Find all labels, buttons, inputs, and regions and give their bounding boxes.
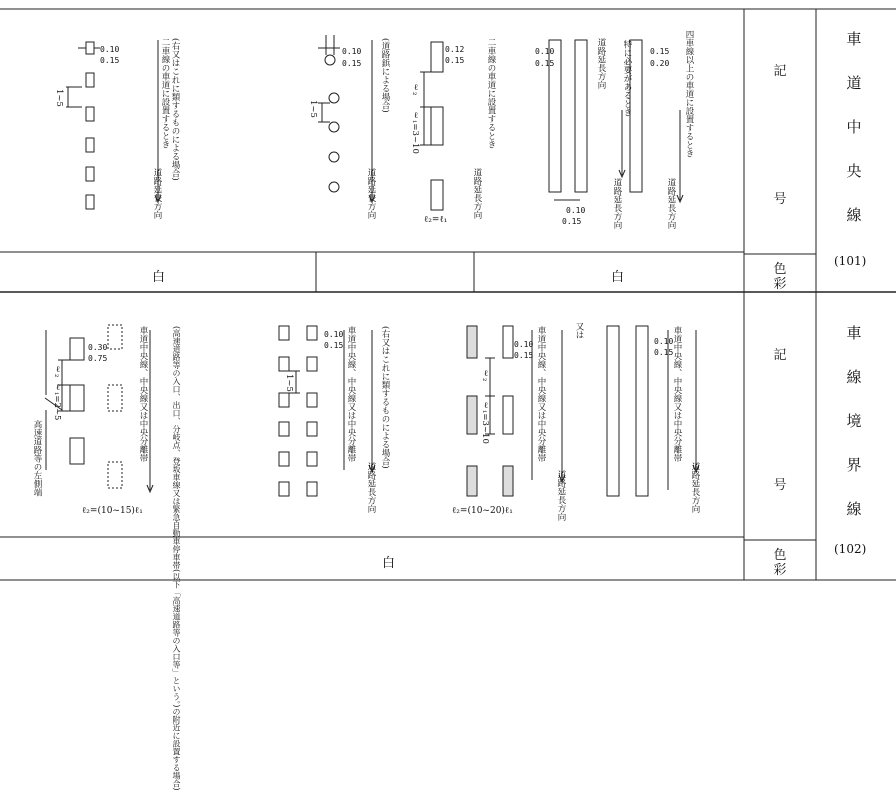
note-left: 高速道路等の左側端: [32, 420, 42, 497]
upper-color-white-2: 白: [611, 270, 625, 285]
road-dir-c: 道路延長方向: [596, 38, 606, 89]
dash-mark: [279, 422, 289, 436]
dim-f-gap: 1~5: [284, 374, 294, 392]
dim-e2: 0.75: [88, 354, 108, 363]
road-stud: [325, 55, 335, 65]
title-102-char-3: 境: [846, 412, 862, 430]
dash-mark: [307, 393, 317, 407]
dim-b3: 0.12: [445, 45, 465, 54]
note-a2: 二車線の車道に設置するとき: [160, 38, 170, 149]
road-dir-c2: 道路延長方向: [612, 178, 622, 229]
upper-color-1: 色: [773, 262, 787, 277]
formula-g: ℓ₂=(10~20)ℓ₁: [452, 506, 513, 516]
dim-c2: 0.15: [535, 59, 555, 68]
dim-e-l2: ℓ₂: [52, 364, 62, 378]
dim-f2: 0.15: [324, 341, 344, 350]
dim-c4: 0.15: [562, 217, 582, 226]
dim-b-gap: 1~5: [308, 100, 318, 118]
dim-e1: 0.30: [88, 343, 108, 352]
dim-b-l1: ℓ₁=3~10: [410, 110, 420, 154]
note-hw: (高速道路等の入口、出口、分岐点、登坂車線又は緊急自動車停車帯(以下「高速道路等の入口等」という。)の附近に設置する場合): [172, 326, 181, 790]
dim-g-l1: ℓ₁=3~10: [480, 400, 490, 444]
dashed-mark: [108, 325, 122, 349]
dim-f1: 0.10: [324, 330, 344, 339]
dim-a2: 0.15: [100, 56, 120, 65]
road-stud: [329, 93, 339, 103]
title-101-char-5: 線: [846, 206, 862, 224]
solid-line: [575, 40, 587, 192]
dash-mark: [86, 167, 94, 181]
dash-mark: [70, 438, 84, 464]
dim-c3: 0.10: [566, 206, 586, 215]
dash-mark: [279, 393, 289, 407]
title-101-char-4: 央: [846, 162, 862, 180]
dim-a1: 0.10: [100, 45, 120, 54]
upper-color-white-1: 白: [152, 270, 166, 285]
dash-mark: [431, 107, 443, 145]
dash-mark: [307, 452, 317, 466]
pattern-h: [607, 326, 699, 496]
road-stud: [329, 182, 339, 192]
title-101-code: (101): [834, 254, 867, 268]
title-101-char-2: 道: [846, 74, 862, 92]
title-102-char-4: 界: [846, 456, 862, 474]
dash-mark: [86, 42, 94, 54]
center-line-f: 車道中央線、中央線又は中央分離帯: [346, 326, 356, 462]
dashed-mark: [108, 385, 122, 411]
solid-line: [607, 326, 619, 496]
dim-e-l1: ℓ₁=2~5: [52, 382, 62, 421]
center-line-h: 車道中央線、中央線又は中央分離帯: [672, 326, 682, 462]
lower-color-white: 白: [382, 556, 396, 571]
dash-mark: [70, 338, 84, 360]
dash-mark: [86, 73, 94, 87]
title-102-char-1: 車: [846, 324, 862, 342]
dash-mark: [431, 42, 443, 72]
solid-mark: [503, 466, 513, 496]
pattern-f: [279, 326, 375, 496]
solid-mark: [467, 466, 477, 496]
note-c: 特に必要があるとき: [622, 40, 632, 117]
dim-a-gap: 1~5: [54, 89, 64, 107]
or-label: 又は: [574, 322, 584, 339]
title-101-char-1: 車: [846, 30, 862, 48]
dash-mark: [279, 326, 289, 340]
note-c2: 四車線以上の車道に設置するとき: [684, 30, 694, 158]
solid-mark: [503, 396, 513, 434]
road-dir-a: 道路延長方向: [152, 168, 162, 219]
dim-d2: 0.20: [650, 59, 670, 68]
title-102-char-5: 線: [846, 500, 862, 518]
dim-g2: 0.15: [514, 351, 534, 360]
dim-c1: 0.10: [535, 47, 555, 56]
road-stud: [329, 122, 339, 132]
dash-mark: [86, 107, 94, 121]
dash-mark: [307, 422, 317, 436]
solid-line: [636, 326, 648, 496]
upper-symbol-2: 号: [773, 192, 787, 207]
title-101-char-3: 中: [846, 118, 862, 136]
road-dir-b: 道路延長方向: [366, 168, 376, 219]
dash-mark: [307, 326, 317, 340]
note-a: (右又はこれに類するものによる場合): [170, 38, 180, 181]
title-102-code: (102): [834, 542, 867, 556]
lower-color-2: 彩: [773, 563, 787, 578]
title-102-char-2: 線: [846, 368, 862, 386]
center-line-e: 車道中央線、中央線又は中央分離帯: [138, 326, 148, 462]
dim-b1: 0.10: [342, 47, 362, 56]
road-dir-h: 道路延長方向: [690, 462, 700, 513]
road-stud: [329, 152, 339, 162]
center-line-g: 車道中央線、中央線又は中央分離帯: [536, 326, 546, 462]
dim-b-l2: ℓ₂: [410, 82, 420, 96]
dim-h2: 0.15: [654, 348, 674, 357]
dim-d1: 0.15: [650, 47, 670, 56]
dash-mark: [279, 357, 289, 371]
formula-b: ℓ₂=ℓ₁: [424, 215, 448, 225]
note-b2: 二車線の車道に設置するとき: [486, 38, 496, 149]
dash-mark: [307, 357, 317, 371]
note-b: (道路鋲による場合): [380, 38, 390, 113]
dim-b2: 0.15: [342, 59, 362, 68]
dash-mark: [279, 452, 289, 466]
note-sim: (右又はこれに類するものによる場合): [380, 326, 390, 469]
dim-g-l2: ℓ₂: [480, 368, 490, 382]
dash-mark: [279, 482, 289, 496]
road-dir-d: 道路延長方向: [666, 178, 676, 229]
road-dir-g: 道路延長方向: [556, 470, 566, 521]
dim-b4: 0.15: [445, 56, 465, 65]
dash-mark: [431, 180, 443, 210]
dash-mark: [307, 482, 317, 496]
dash-mark: [86, 195, 94, 209]
dash-mark: [86, 138, 94, 152]
upper-symbol-1: 記: [773, 64, 787, 79]
dim-g1: 0.10: [514, 340, 534, 349]
road-dir-f: 道路延長方向: [366, 462, 376, 513]
solid-mark: [467, 326, 477, 358]
solid-mark: [467, 396, 477, 434]
lower-symbol-2: 号: [773, 478, 787, 493]
lower-color-1: 色: [773, 548, 787, 563]
dashed-mark: [108, 462, 122, 488]
formula-e: ℓ₂=(10~15)ℓ₁: [82, 506, 143, 516]
upper-color-2: 彩: [773, 277, 787, 292]
lower-symbol-1: 記: [773, 348, 787, 363]
dim-h1: 0.10: [654, 337, 674, 346]
pattern-a: [66, 40, 161, 209]
road-dir-b2: 道路延長方向: [472, 168, 482, 219]
solid-mark: [503, 326, 513, 358]
dash-mark: [70, 385, 84, 411]
